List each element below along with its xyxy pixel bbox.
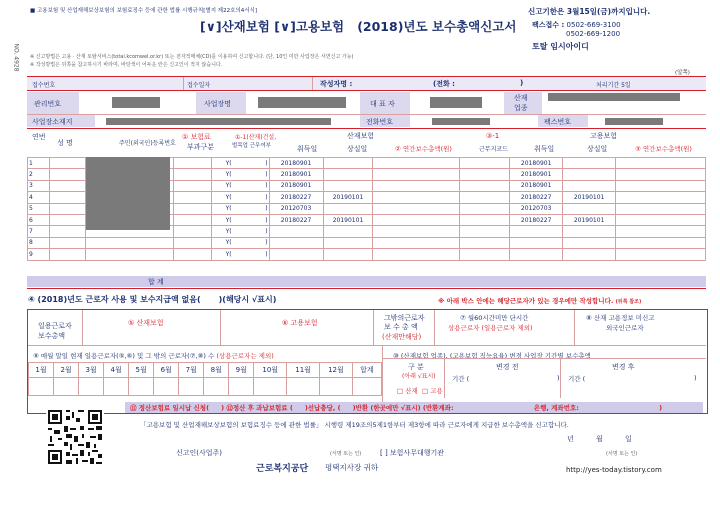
section4-title-suffix: )(해당시 √표시) <box>218 295 277 304</box>
row-number[interactable]: 9 <box>28 249 50 260</box>
ind-total-cell[interactable] <box>373 192 460 203</box>
emp-total-cell[interactable] <box>616 237 706 248</box>
declaration-text: 「고용보험 및 산업재해보상보험의 보험료징수 등에 관한 법률」 시행령 제19조의5제1항부터 제3항에 따라 근로자에게 지급한 보수총액을 신고합니다. <box>140 421 569 429</box>
section10-class: 구 분 <box>408 363 424 371</box>
ind-loss-cell[interactable] <box>323 169 373 180</box>
construction-cell[interactable] <box>211 249 269 260</box>
section4-title-text: ④ (2018)년도 근로자 사용 및 보수지급액 없음( <box>28 295 201 304</box>
class-cell[interactable] <box>173 180 211 191</box>
agent-label[interactable]: [ ] 보험사무대행기관 <box>380 449 445 457</box>
ind-loss-cell[interactable] <box>323 158 373 169</box>
representative-label: 대 표 자 <box>370 100 395 108</box>
class-cell[interactable] <box>173 237 211 248</box>
ind-total-cell[interactable] <box>373 249 460 260</box>
construction-mark: Y( <box>225 250 232 258</box>
emp-total-cell[interactable] <box>616 214 706 225</box>
fax-block <box>532 20 621 38</box>
construction-cell[interactable] <box>211 214 269 225</box>
front-page-label: (앞쪽) <box>675 70 690 76</box>
ind-total-cell[interactable] <box>373 214 460 225</box>
refund-label: )반환 (한곳에만 √표시) (반환계좌: <box>352 404 454 412</box>
construction-mark: Y( <box>225 228 232 236</box>
business-address-label: 사업장소재지 <box>32 118 73 126</box>
section4-notice-ref: (뒤쪽 참조) <box>615 299 642 305</box>
construction-mark-close: ) <box>265 205 268 213</box>
redacted-address <box>106 118 331 125</box>
col-ind-total: ② 연간보수총액(원) <box>395 145 452 153</box>
section4-notice <box>438 296 641 305</box>
daily-worker-label-1: 일용근로자 <box>38 322 72 330</box>
ind-total-cell[interactable] <box>373 203 460 214</box>
name-cell[interactable] <box>49 180 85 191</box>
ind-total-cell[interactable] <box>373 158 460 169</box>
class-cell[interactable] <box>173 214 211 225</box>
row-number[interactable]: 1 <box>28 158 50 169</box>
emp-acquire-cell[interactable] <box>510 249 563 260</box>
month-header: 4월 <box>104 363 129 378</box>
recipient-branch: 평택지사장 귀하 <box>325 463 379 472</box>
emp-loss-cell[interactable] <box>563 237 616 248</box>
construction-cell[interactable] <box>211 158 269 169</box>
side-number-text: NO. 4928 <box>12 43 20 72</box>
name-cell[interactable] <box>49 249 85 260</box>
reception-date-label: 접수일자 <box>187 82 211 89</box>
worksite-cell[interactable] <box>460 192 510 203</box>
title-industrial: 산재보험 <box>221 19 270 34</box>
overpaid-label: ⑫정산 후 과납보험료 ( <box>226 404 293 412</box>
row-number[interactable]: 4 <box>28 192 50 203</box>
part-time-label-1: ⑦ 월60시간미만 단시간 <box>460 314 529 322</box>
emp-acquire-cell[interactable]: 20180901 <box>510 158 563 169</box>
date-month: 월 <box>596 435 603 443</box>
fax-number-1: 0502-669-3100 <box>566 21 621 29</box>
ind-total-cell[interactable] <box>373 237 460 248</box>
name-cell[interactable] <box>49 226 85 237</box>
date-day: 일 <box>625 435 632 443</box>
redacted-business-name <box>258 97 346 108</box>
reporter-label: 신고인(사업주) <box>176 449 223 457</box>
check-mark-industrial[interactable]: [∨] <box>200 19 222 34</box>
row-number[interactable]: 2 <box>28 169 50 180</box>
rrn-cell[interactable] <box>85 249 173 260</box>
section10-employment-checkbox[interactable]: □ 고용 <box>422 387 443 395</box>
staff-label: 토탈 임시아이디 <box>532 42 589 51</box>
emp-total-cell[interactable] <box>616 249 706 260</box>
name-cell[interactable] <box>49 203 85 214</box>
sum-label: 합 계 <box>148 278 164 286</box>
emp-acquire-cell[interactable] <box>510 237 563 248</box>
title-year: (2018)년도 보수총액신고서 <box>357 19 517 34</box>
emp-loss-cell[interactable]: 20190101 <box>563 214 616 225</box>
construction-mark-close: ) <box>265 171 268 179</box>
col-no: 연번 <box>32 133 46 141</box>
construction-mark-close: ) <box>265 239 268 247</box>
construction-cell[interactable] <box>211 180 269 191</box>
name-cell[interactable] <box>49 192 85 203</box>
prepay-label: )선납충당, ( <box>304 404 341 412</box>
side-number <box>13 44 20 84</box>
ind-loss-cell[interactable]: 20190101 <box>323 214 373 225</box>
emp-acquire-cell[interactable]: 20120703 <box>510 203 563 214</box>
ind-acquire-cell[interactable]: 20120703 <box>269 203 323 214</box>
col-construction-1: ①-1(산재)건설, <box>235 134 277 141</box>
worksite-cell[interactable] <box>460 180 510 191</box>
ind-total-cell[interactable] <box>373 169 460 180</box>
month-count-cell[interactable] <box>229 378 254 396</box>
ind-loss-cell[interactable] <box>323 237 373 248</box>
title-employment: 고용보험 <box>295 19 345 34</box>
col-name: 성 명 <box>57 139 73 147</box>
daily-industrial-label: ⑤ 산재보험 <box>128 319 164 327</box>
writer-phone-label: (전화 : <box>433 80 455 88</box>
section4-title <box>28 294 276 305</box>
section9-title-text: ⑨ 매월 말일 현재 일용근로자(⑤,⑥) 및 그 밖의 근로자(⑦,⑧) 수 <box>33 352 215 360</box>
section10-class-note: (아래 √표시) <box>402 373 436 380</box>
redacted-industry <box>548 93 680 101</box>
deadline-note <box>528 6 650 17</box>
part-time-label-2: 상용근로자 (일용근로자 제외) <box>448 324 533 332</box>
month-count-cell[interactable] <box>129 378 154 396</box>
emp-total-cell[interactable] <box>616 158 706 169</box>
sum-row <box>27 276 706 287</box>
worksite-cell[interactable] <box>460 237 510 248</box>
col-class-2: 부과구분 <box>187 143 215 151</box>
table-row <box>28 249 706 260</box>
form-reference: ■ 고용보험 및 산업재해보상보험의 보험료징수 등에 관한 법률 시행규칙[별지 제22호의4서식] <box>30 8 257 14</box>
section9-title-note: (상용근로자는 제외) <box>216 352 274 360</box>
month-count-cell[interactable] <box>54 378 79 396</box>
reception-number-label: 접수번호 <box>32 82 56 89</box>
month-header: 합계 <box>352 363 381 378</box>
construction-mark-close: ) <box>265 159 268 167</box>
month-count-cell[interactable] <box>104 378 129 396</box>
col-worksite-num: ③-1 <box>486 132 500 140</box>
col-class-1: ① 보험료 <box>182 133 211 141</box>
section10-period-after-close: ) <box>694 374 697 382</box>
other-worker-label-1: 그밖의근로자 <box>384 314 425 322</box>
note-method: ※ 신고방법은 고용 · 산재 토탈서비스(total.kcomwel.or.kr) 또는 전자적매체(CD)를 이용하여 신고합니다. (단, 10인 미만 사업장은 서면신고 가능) <box>30 54 354 60</box>
monthly-table <box>28 362 382 396</box>
fax-number-label: 팩스번호 <box>544 118 572 126</box>
col-worksite: 근무지코드 <box>479 146 508 153</box>
section9-title <box>33 351 274 360</box>
class-cell[interactable] <box>173 169 211 180</box>
class-cell[interactable] <box>173 226 211 237</box>
construction-mark-close: ) <box>265 250 268 258</box>
other-worker-label-3: (산재만해당) <box>382 333 422 341</box>
employee-table-header <box>27 129 706 157</box>
worksite-cell[interactable] <box>460 249 510 260</box>
reporter-sign-note: (서명 또는 인) <box>330 451 362 457</box>
ind-total-cell[interactable] <box>373 180 460 191</box>
month-header: 5월 <box>129 363 154 378</box>
month-header: 2월 <box>54 363 79 378</box>
emp-loss-cell[interactable] <box>563 249 616 260</box>
emp-acquire-cell[interactable]: 20180901 <box>510 180 563 191</box>
emp-total-cell[interactable] <box>616 180 706 191</box>
worksite-cell[interactable] <box>460 214 510 225</box>
fax-label: 팩스접수 : <box>532 21 565 29</box>
rrn-cell[interactable] <box>85 237 173 248</box>
page-title <box>200 17 516 35</box>
check-mark-employment[interactable]: [∨] <box>274 19 296 34</box>
ind-loss-cell[interactable] <box>323 180 373 191</box>
month-count-cell[interactable] <box>287 378 320 396</box>
ind-acquire-cell[interactable]: 20180901 <box>269 180 323 191</box>
ind-acquire-cell[interactable] <box>269 226 323 237</box>
section10-title: ⑩ (산재보험 업종), (고용보험 직능요율) 변경 사업장 기간별 보수총액 <box>393 352 591 360</box>
ind-total-cell[interactable] <box>373 226 460 237</box>
month-count-cell[interactable] <box>204 378 229 396</box>
ind-acquire-cell[interactable]: 20180901 <box>269 158 323 169</box>
construction-mark: Y( <box>225 193 232 201</box>
section11-row <box>130 403 662 412</box>
ind-acquire-cell[interactable] <box>269 237 323 248</box>
qr-code-icon <box>46 408 104 466</box>
month-header: 1월 <box>29 363 54 378</box>
class-cell[interactable] <box>173 203 211 214</box>
emp-acquire-cell[interactable]: 20180227 <box>510 214 563 225</box>
deadline-date: 3월15일(금)까지입니다. <box>566 7 651 16</box>
industry-label-2: 업종 <box>514 104 528 112</box>
construction-mark: Y( <box>225 159 232 167</box>
declaration-date <box>567 434 632 444</box>
redacted-names <box>86 157 170 230</box>
notes <box>30 53 510 69</box>
daily-employment-label: ⑥ 고용보험 <box>282 319 318 327</box>
date-year: 년 <box>567 435 574 443</box>
agent-sign-note: (서명 또는 인) <box>606 451 638 457</box>
col-industrial: 산재보험 <box>347 132 375 140</box>
bank-account-label: 은행, 계좌번호: <box>533 404 579 412</box>
class-cell[interactable] <box>173 249 211 260</box>
emp-loss-cell[interactable] <box>563 158 616 169</box>
construction-mark: Y( <box>225 205 232 213</box>
emp-total-cell[interactable] <box>616 169 706 180</box>
worksite-cell[interactable] <box>460 169 510 180</box>
section10-industrial-checkbox[interactable]: □ 산재 <box>397 387 418 395</box>
construction-cell[interactable] <box>211 237 269 248</box>
lump-sum-close: ) <box>221 404 225 412</box>
ind-acquire-cell[interactable]: 20180901 <box>269 169 323 180</box>
month-header: 7월 <box>179 363 204 378</box>
month-header: 9월 <box>229 363 254 378</box>
construction-mark: Y( <box>225 182 232 190</box>
emp-loss-cell[interactable]: 20190101 <box>563 192 616 203</box>
emp-loss-cell[interactable] <box>563 169 616 180</box>
construction-mark: Y( <box>225 239 232 247</box>
row-number[interactable]: 7 <box>28 226 50 237</box>
construction-mark: Y( <box>225 171 232 179</box>
foreign-worker-label-2: 외국인근로자 <box>606 324 644 332</box>
section10-period-before-close: ) <box>557 374 560 382</box>
phone-number-label: 전화번호 <box>366 118 394 126</box>
construction-cell[interactable] <box>211 226 269 237</box>
table-row <box>28 237 706 248</box>
industry-label-1: 산재 <box>514 94 528 102</box>
construction-mark-close: ) <box>265 216 268 224</box>
ind-loss-cell[interactable] <box>323 249 373 260</box>
business-name-label: 사업장명 <box>204 100 232 108</box>
redacted-fax <box>605 118 663 125</box>
month-count-cell[interactable] <box>320 378 353 396</box>
class-cell[interactable] <box>173 192 211 203</box>
row-number[interactable]: 3 <box>28 180 50 191</box>
emp-total-cell[interactable] <box>616 226 706 237</box>
construction-mark-close: ) <box>265 193 268 201</box>
month-header: 11월 <box>287 363 320 378</box>
month-count-cell[interactable] <box>254 378 287 396</box>
section10-period-before: 기간 ( <box>452 375 470 383</box>
ind-acquire-cell[interactable]: 20180227 <box>269 214 323 225</box>
section10-before: 변경 전 <box>496 363 519 371</box>
construction-cell[interactable] <box>211 169 269 180</box>
recipient-agency: 근로복지공단 <box>256 464 309 474</box>
emp-total-cell[interactable] <box>616 192 706 203</box>
foreign-worker-label-1: ⑧ 산재 고용정보 미신고 <box>586 314 655 322</box>
emp-acquire-cell[interactable]: 20180901 <box>510 169 563 180</box>
col-emp-total: ③ 연간보수총액(원) <box>635 145 692 153</box>
month-count-cell[interactable] <box>352 378 381 396</box>
qr-code <box>46 408 104 466</box>
month-header: 10월 <box>254 363 287 378</box>
worksite-cell[interactable] <box>460 203 510 214</box>
month-count-cell[interactable] <box>79 378 104 396</box>
construction-mark: Y( <box>225 216 232 224</box>
worksite-cell[interactable] <box>460 158 510 169</box>
month-header: 8월 <box>204 363 229 378</box>
lump-sum-label: ⑪ 정산보험료 일시납 신청( <box>130 404 210 412</box>
section10-period-after: 기간 ( <box>568 375 586 383</box>
row-number[interactable]: 5 <box>28 203 50 214</box>
month-header: 3월 <box>79 363 104 378</box>
redacted-management-number <box>112 97 160 108</box>
ind-loss-cell[interactable] <box>323 226 373 237</box>
col-construction-2: 벌목업 근무여부 <box>232 143 271 149</box>
col-ind-loss: 상실일 <box>347 145 368 153</box>
month-header: 6월 <box>154 363 179 378</box>
section4-notice-text: ※ 아래 박스 안에는 해당근로자가 있는 경우에만 작성합니다. <box>438 297 614 305</box>
col-rrn: 주민(외국인)등록번호 <box>119 140 176 147</box>
ind-acquire-cell[interactable] <box>269 249 323 260</box>
month-count-cell[interactable] <box>29 378 54 396</box>
ind-loss-cell[interactable] <box>323 203 373 214</box>
construction-mark-close: ) <box>265 182 268 190</box>
name-cell[interactable] <box>49 214 85 225</box>
col-emp-loss: 상실일 <box>587 145 608 153</box>
col-ind-acquire: 취득일 <box>297 145 318 153</box>
month-count-cell[interactable] <box>179 378 204 396</box>
emp-acquire-cell[interactable] <box>510 226 563 237</box>
month-count-cell[interactable] <box>154 378 179 396</box>
emp-loss-cell[interactable] <box>563 203 616 214</box>
daily-worker-label-2: 보수총액 <box>38 332 66 340</box>
redacted-representative <box>430 97 482 108</box>
section10-after: 변경 후 <box>612 363 635 371</box>
construction-cell[interactable] <box>211 192 269 203</box>
col-employment: 고용보험 <box>590 132 618 140</box>
emp-loss-cell[interactable] <box>563 226 616 237</box>
class-cell[interactable] <box>173 158 211 169</box>
other-worker-label-2: 보 수 총 액 <box>384 323 418 331</box>
watermark-url: http://yes-today.tistory.com <box>566 466 662 474</box>
col-emp-acquire: 취득일 <box>534 145 555 153</box>
row-number[interactable]: 8 <box>28 237 50 248</box>
ind-acquire-cell[interactable]: 20180227 <box>269 192 323 203</box>
deadline-label: 신고기한은 <box>528 7 565 16</box>
month-header: 12월 <box>320 363 353 378</box>
emp-loss-cell[interactable] <box>563 180 616 191</box>
name-cell[interactable] <box>49 169 85 180</box>
row-number[interactable]: 6 <box>28 214 50 225</box>
emp-acquire-cell[interactable]: 20180227 <box>510 192 563 203</box>
construction-mark-close: ) <box>265 228 268 236</box>
writer-phone-close: ) <box>520 79 524 87</box>
construction-cell[interactable] <box>211 203 269 214</box>
processing-period: 처리기간 5일 <box>596 82 631 89</box>
name-cell[interactable] <box>49 158 85 169</box>
worksite-cell[interactable] <box>460 226 510 237</box>
ind-loss-cell[interactable]: 20190101 <box>323 192 373 203</box>
management-number-label: 관리번호 <box>34 100 62 108</box>
fax-number-2: 0502-669-1200 <box>566 30 621 38</box>
redacted-phone <box>432 118 490 125</box>
name-cell[interactable] <box>49 237 85 248</box>
bank-account-close: ) <box>659 404 663 412</box>
writer-label: 작성자명 : <box>320 80 353 88</box>
emp-total-cell[interactable] <box>616 203 706 214</box>
note-guide: ※ 작성방법은 뒤쪽을 참고하시기 바라며, 바탕색이 어두운 란은 신고인이 적지 않습니다. <box>30 62 223 68</box>
